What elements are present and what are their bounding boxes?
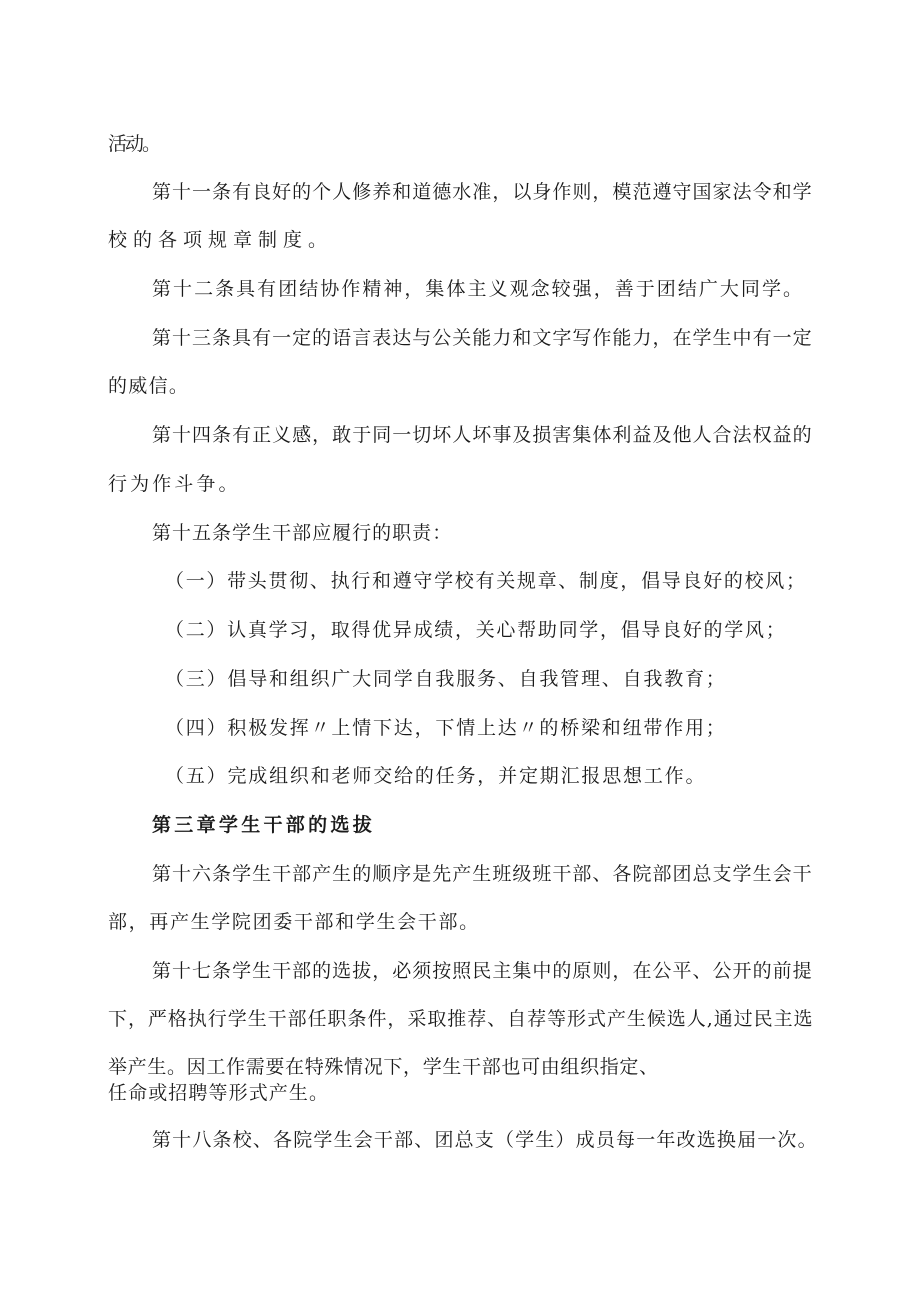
article-12: 第十二条具有团结协作精神，集体主义观念较强，善于团结广大同学。 xyxy=(152,278,805,300)
duty-item-2: （二）认真学习，取得优异成绩，关心帮助同学，倡导良好的学风； xyxy=(165,619,787,641)
duty-item-1: （一）带头贯彻、执行和遵守学校有关规章、制度，倡导良好的校风； xyxy=(165,570,807,592)
chapter-heading: 第三章学生干部的选拔 xyxy=(152,814,376,836)
duty-item-5: （五）完成组织和老师交给的任务，并定期汇报思想工作。 xyxy=(165,765,707,787)
duty-item-3: （三）倡导和组织广大同学自我服务、自我管理、自我教育； xyxy=(165,668,727,690)
article-14-line-2: 行为作斗争。 xyxy=(108,473,241,495)
article-17-line-2: 下，严格执行学生干部任职条件，采取推荐、自荐等形式产生候选人,通过民主选 xyxy=(108,1008,814,1030)
article-17-line-3: 举产生。因工作需要在特殊情况下，学生干部也可由组织指定、 xyxy=(108,1056,659,1078)
article-18: 第十八条校、各院学生会干部、团总支（学生）成员每一年改选换届一次。 xyxy=(152,1129,818,1151)
article-14-line-1: 第十四条有正义感，敢于同一切坏人坏事及损害集体利益及他人合法权益的 xyxy=(152,424,813,446)
duty-item-4: （四）积极发挥〃上情下达，下情上达〃的桥梁和纽带作用； xyxy=(165,717,727,739)
paragraph-line: 活动。 xyxy=(108,133,160,155)
article-17-line-4: 任命或招聘等形式产生。 xyxy=(108,1082,330,1104)
article-13-line-1: 第十三条具有一定的语言表达与公关能力和文字写作能力，在学生中有一定 xyxy=(152,327,813,349)
article-11-line-2: 校的各项规章制度。 xyxy=(108,229,334,251)
article-16-line-1: 第十六条学生干部产生的顺序是先产生班级班干部、各院部团总支学生会干 xyxy=(152,863,813,885)
article-17-line-1: 第十七条学生干部的选拔，必须按照民主集中的原则，在公平、公开的前提 xyxy=(152,960,813,982)
article-13-line-2: 的威信。 xyxy=(108,375,190,397)
article-16-line-2: 部，再产生学院团委干部和学生会干部。 xyxy=(108,911,480,933)
article-11-line-1: 第十一条有良好的个人修养和道德水准，以身作则，模范遵守国家法令和学 xyxy=(152,181,813,203)
article-15: 第十五条学生干部应履行的职责： xyxy=(152,522,453,544)
